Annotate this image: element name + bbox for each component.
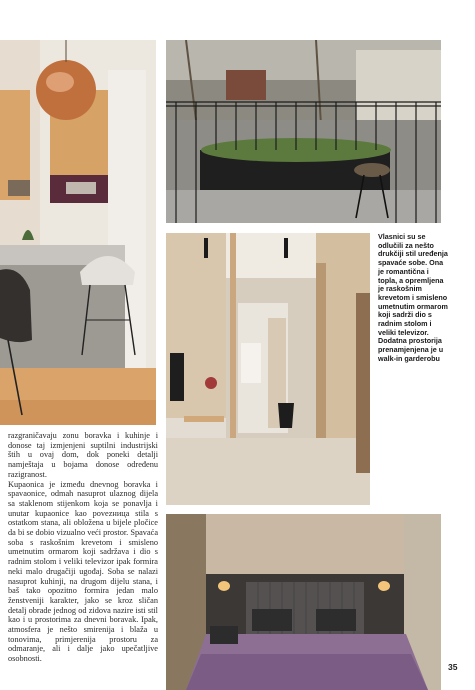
kitchen-photo: [0, 40, 156, 425]
article-body: [8, 431, 158, 664]
photo-caption: Vlasnici su se odlučili za nešto drukčiji stil uređenja spavaće sobe. Ona je romantična i topla, a opremljena je raskošnim krevetom i smisleno umetnutim ormarom koji sadrži dio s radnim stolom i veliki televizor. Dodatna prostorija prenamjenjena je u walk-in garderobu: [378, 232, 448, 363]
bedroom-photo: [166, 514, 441, 690]
body-paragraph: Kupaonica je između dnevnog boravka i spavaonice, odmah nasuprot ulaznog dijela sa staklenom stijenkom koja se ponavlja i unutar kupaonice kao povezница stila s ostatkom stana, ali obložena u bijele pločice da bi se dobio vizualno veći prostor. Spavaća soba s raskošnim krevetom i smisleno umetnutim ormarom koji sadržava i dio s radnim stolom i veliki televizor ipak formira neki malo drugačiji ugođaj. Soba se nalazi nasuprot kuhinji, na drugom dijelu stana, i baš tako opozitno formira jedan malo ženstveniji karakter, jako se kroz sličan detalj obrade jednog od zidova nazire isti stil kao i u prostorima za dnevni boravak. Ipak, atmosfera je nešto smirenija i blaža u tonovima, primjerenija prostoru za odmaranje, ali i dalje jako upečatljive osobnosti.: [8, 479, 158, 664]
body-paragraph: razgraničavaju zonu boravka i kuhinje i donose taj izmjenjeni suptilni industrijski štih u ovaj dom, dok poneki detalji namještaja u bojama donose određenu razigranost.: [8, 431, 158, 479]
balcony-photo: [166, 40, 441, 223]
corridor-photo: [166, 233, 370, 505]
page-number: 35: [448, 662, 458, 672]
